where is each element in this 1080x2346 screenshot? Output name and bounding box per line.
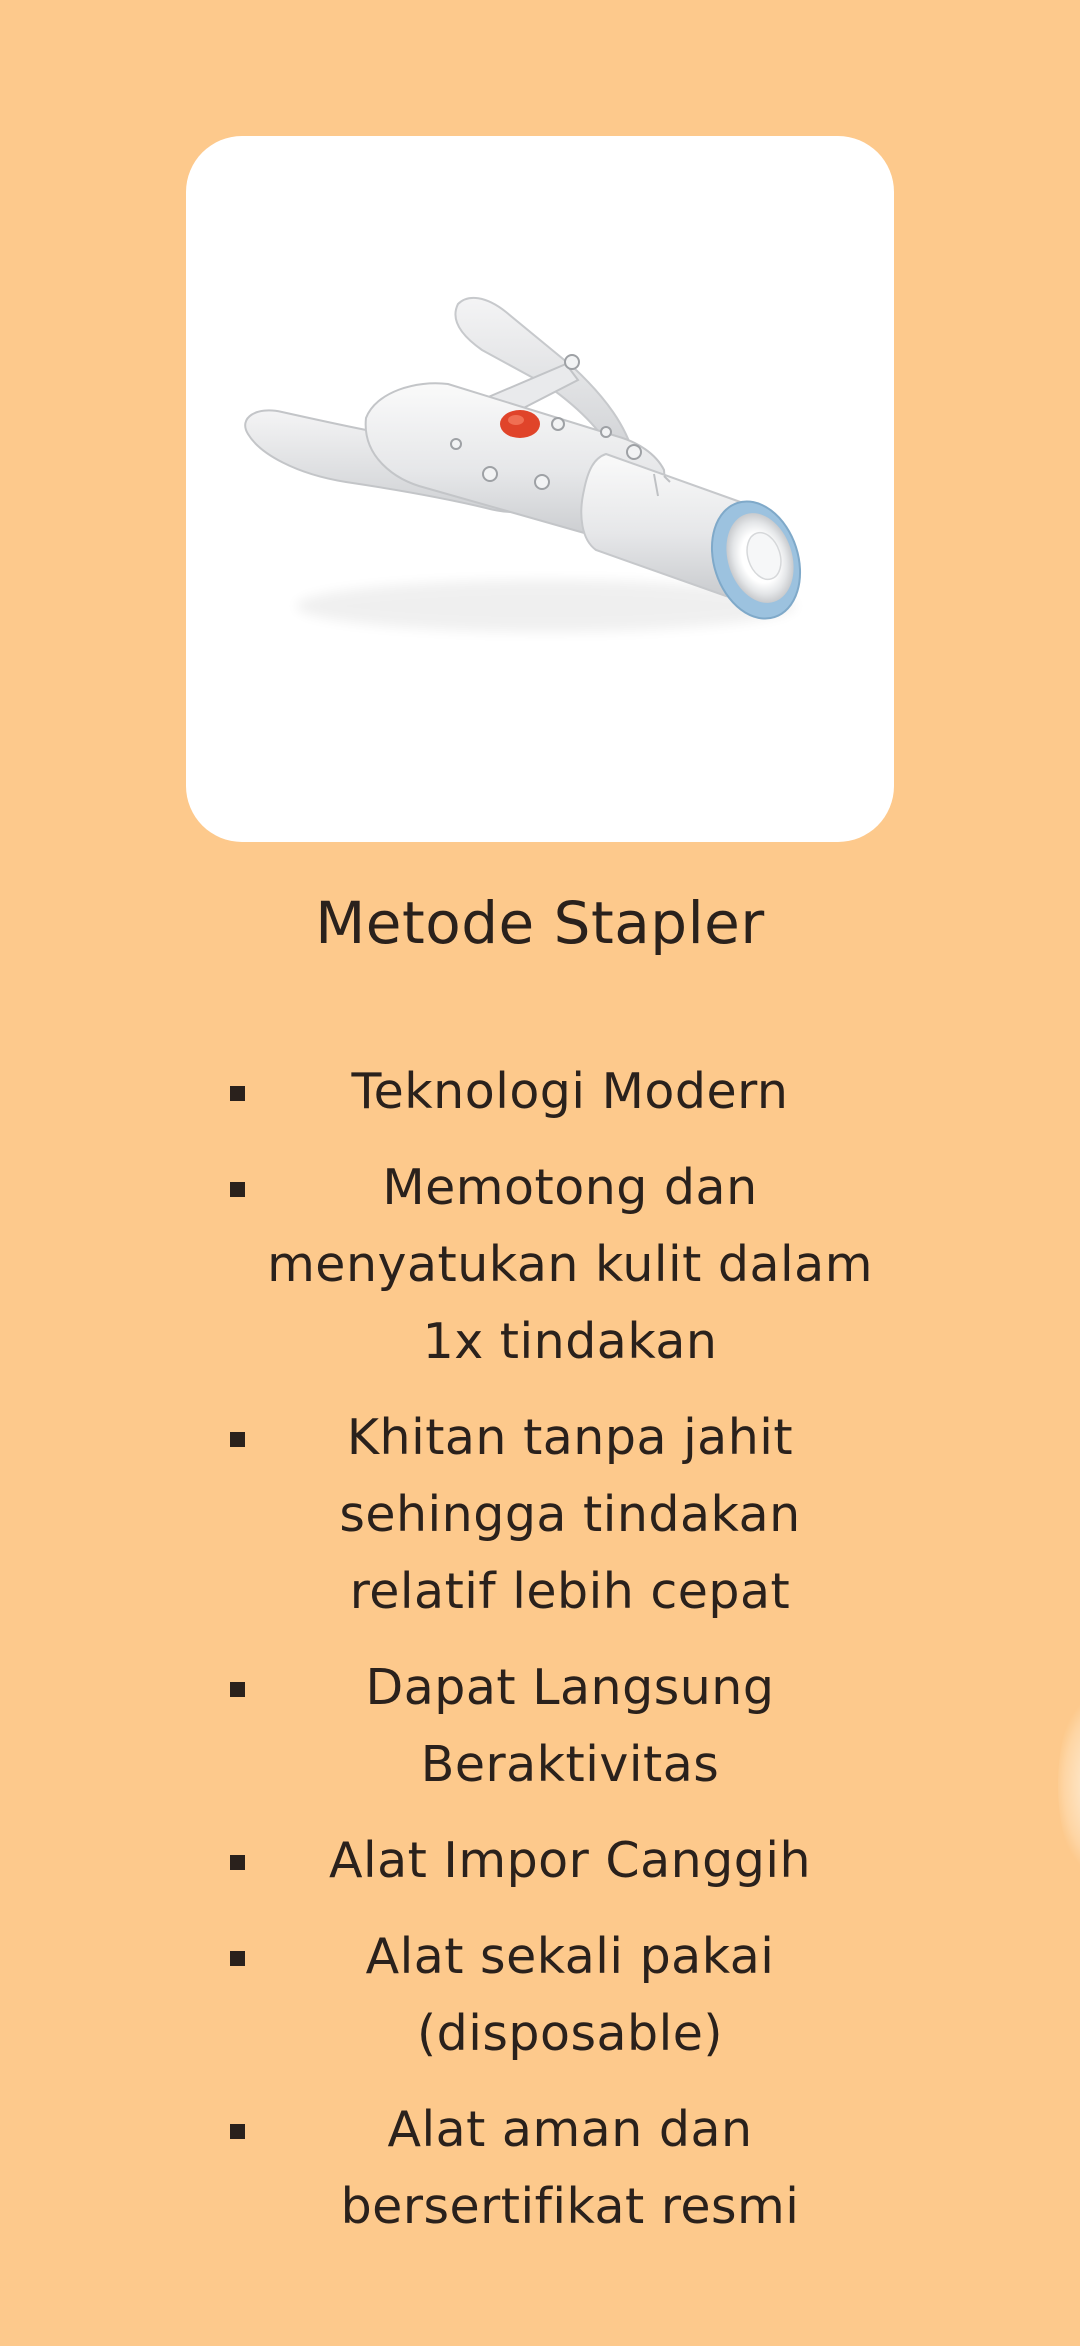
bullet-icon <box>230 1086 245 1101</box>
bullet-icon <box>230 1951 245 1966</box>
bullet-icon <box>230 1682 245 1697</box>
list-item <box>0 1399 1080 1630</box>
bullet-icon <box>230 2124 245 2139</box>
bullet-icon <box>230 1182 245 1197</box>
feature-text: Alat sekali pakai (disposable) <box>365 1928 775 2062</box>
feature-list <box>0 1053 1080 2264</box>
feature-text: Khitan tanpa jahit sehingga tindakan relatif lebih cepat <box>339 1409 801 1620</box>
feature-text: Memotong dan menyatukan kulit dalam 1x tindakan <box>267 1159 873 1370</box>
bullet-icon <box>230 1855 245 1870</box>
product-image-card <box>186 136 894 842</box>
feature-text: Alat aman dan bersertifikat resmi <box>340 2101 800 2235</box>
list-item <box>0 1822 1080 1899</box>
feature-text: Alat Impor Canggih <box>328 1832 812 1889</box>
list-item <box>0 1149 1080 1380</box>
list-item <box>0 1053 1080 1130</box>
feature-text: Dapat Langsung Beraktivitas <box>365 1659 775 1793</box>
stapler-device-image <box>186 136 894 842</box>
page-title: Metode Stapler <box>315 889 765 957</box>
bullet-icon <box>230 1432 245 1447</box>
feature-text: Teknologi Modern <box>351 1063 789 1120</box>
list-item <box>0 2091 1080 2245</box>
list-item <box>0 1918 1080 2072</box>
list-item <box>0 1649 1080 1803</box>
